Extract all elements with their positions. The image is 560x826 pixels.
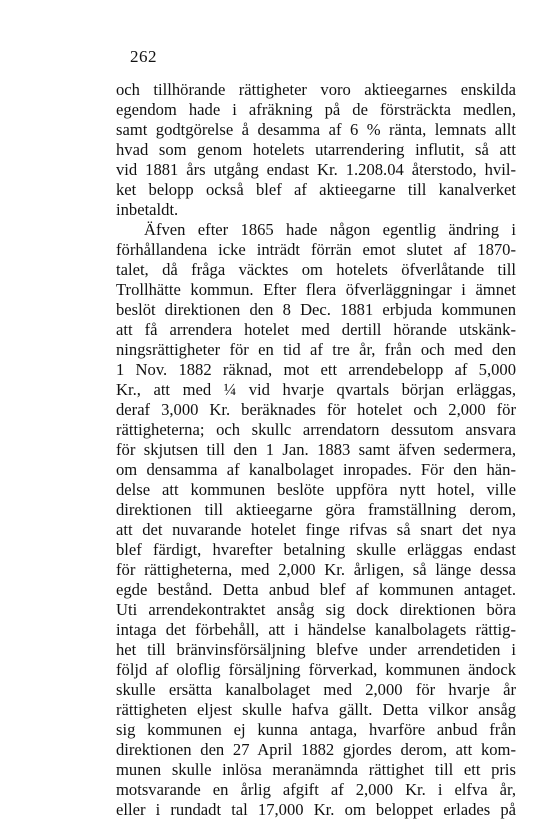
- text-line: ningsrättigheter för en tid af tre år, från och med den: [116, 340, 516, 359]
- paragraph-start-line: Äfven efter 1865 hade någon egentlig ändring i: [144, 220, 516, 239]
- text-line: direktionen den 27 April 1882 gjordes derom, att kom-: [116, 740, 516, 759]
- text-line: vid 1881 års utgång endast Kr. 1.208.04 återstodo, hvil-: [116, 160, 516, 179]
- page-number: 262: [130, 47, 157, 66]
- text-line: munen skulle inlösa meranämnda rättighet till ett pris: [116, 760, 516, 779]
- text-line: egde bestånd. Detta anbud blef af kommunen antaget.: [116, 580, 516, 599]
- text-line: och tillhörande rättigheter voro aktieegarnes enskilda: [116, 80, 516, 99]
- text-line: om densamma af kanalbolaget inropades. För den hän-: [116, 460, 516, 479]
- text-line: skulle ersätta kanalbolaget med 2,000 för hvarje år: [116, 680, 516, 699]
- text-line: egendom hade i afräkning på de försträckta medlen,: [116, 100, 516, 119]
- text-line: för skjutsen till den 1 Jan. 1883 samt äfven sedermera,: [116, 440, 516, 459]
- text-line: deraf 3,000 Kr. beräknades för hotelet och 2,000 för: [116, 400, 516, 419]
- text-line: het till bränvinsförsäljning blefve under arrendetiden i: [116, 640, 516, 659]
- text-line: ket belopp också blef af aktieegarne till kanalverket: [116, 180, 516, 199]
- text-line: motsvarande en årlig afgift af 2,000 Kr. i elfva år,: [116, 780, 516, 799]
- body-text: [116, 80, 516, 820]
- text-line: rättigheterna; och skullc arrendatorn dessutom ansvara: [116, 420, 516, 439]
- text-line: sig kommunen ej kunna antaga, hvarföre anbud från: [116, 720, 516, 739]
- text-line: talet, då fråga väcktes om hotelets öfverlåtande till: [116, 260, 516, 279]
- text-line: förhållandena icke inträdt förrän emot slutet af 1870-: [116, 240, 516, 259]
- text-line: följd af oloflig försäljning förverkad, kommunen ändock: [116, 660, 516, 679]
- text-line: hvad som genom hotelets utarrendering influtit, så att: [116, 140, 516, 159]
- text-line: intaga det förbehåll, att i händelse kanalbolagets rättig-: [116, 620, 516, 639]
- text-line: beslöt direktionen den 8 Dec. 1881 erbjuda kommunen: [116, 300, 516, 319]
- text-line: Uti arrendekontraktet ansåg sig dock direktionen böra: [116, 600, 516, 619]
- text-line: delse att kommunen beslöte uppföra nytt hotel, ville: [116, 480, 516, 499]
- text-line: Trollhätte kommun. Efter flera öfverläggningar i ämnet: [116, 280, 516, 299]
- text-line: eller i rundadt tal 17,000 Kr. om beloppet erlades på: [116, 800, 516, 819]
- text-line: Kr., att med ¼ vid hvarje qvartals början erläggas,: [116, 380, 516, 399]
- text-line: direktionen till aktieegarne göra framställning derom,: [116, 500, 516, 519]
- text-line: 1 Nov. 1882 räknad, mot ett arrendebelopp af 5,000: [116, 360, 516, 379]
- text-line: rättigheten eljest skulle hafva gällt. Detta vilkor ansåg: [116, 700, 516, 719]
- paragraph-end-line: inbetaldt.: [116, 200, 179, 219]
- text-line: att få arrendera hotelet med dertill hörande utskänk-: [116, 320, 516, 339]
- text-line: samt godtgörelse å desamma af 6 % ränta, lemnats allt: [116, 120, 516, 139]
- text-line: blef färdigt, hvarefter betalning skulle erläggas endast: [116, 540, 516, 559]
- text-line: för rättigheterna, med 2,000 Kr. årligen, så länge dessa: [116, 560, 516, 579]
- text-line: att det nuvarande hotelet finge rifvas så snart det nya: [116, 520, 516, 539]
